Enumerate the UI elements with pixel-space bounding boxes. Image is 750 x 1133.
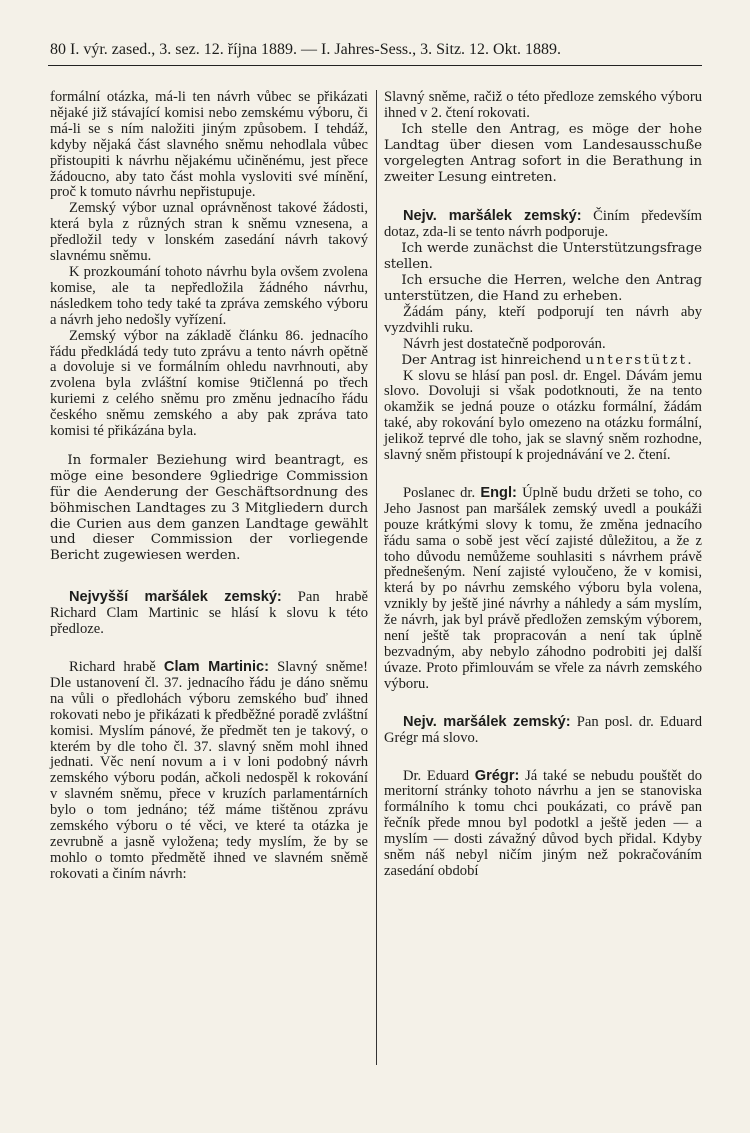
speaker-name: Grégr: bbox=[474, 767, 520, 784]
speaker-name: Nejv. maršálek zemský: bbox=[402, 208, 582, 225]
speech-paragraph bbox=[50, 660, 368, 883]
german-paragraph: Ich ersuche die Herren, welche den Antrag unterstützen, die Hand zu erheben. bbox=[384, 273, 702, 304]
speech-paragraph bbox=[384, 486, 702, 693]
paragraph: K slovu se hlásí pan posl. dr. Engel. Dávám jemu slovo. Dovoluji si však podotknouti, že na tento okamžik se jedná pouze o otázku formální, žádám také, aby rokování bylo omezeno na otázku formální, jelikož teprvé dle toho, jak se slavný sněm rozhodne, slavný sněm přistoupí k projednávání ve 2. čtení. bbox=[384, 367, 702, 464]
speaker-title: Richard hrabě bbox=[68, 659, 156, 675]
speaker-title: Poslanec dr. bbox=[402, 484, 476, 501]
speech-paragraph bbox=[384, 715, 702, 747]
speech-text: Pan hrabě Richard Clam Martinic se hlásí k slovu k této předloze. bbox=[50, 589, 368, 638]
speaker-name: Clam Martinic: bbox=[163, 659, 269, 675]
paragraph: Návrh jest dostatečně podporován. bbox=[402, 335, 606, 352]
speech-text: Slavný sněme! Dle ustanovení čl. 37. jednacího řádu je dáno sněmu na vůli o předlohách výboru zemského buď ihned rokovati nebo je přikázati k předběžné poradě zvláštní komisi. Myslím pánové, že předmět ten je takový, o kterém by dle toho čl. 37. slavný sněm mohl ihned jednati. Věc není novum a i v loni podobný návrh zemského výboru podán, ačkoli nedospěl k rokování v slavném sněmu, přece v kruzích parlamentárních bylo o tom jednáno; též máme tištěnou zprávu zemského výboru o té věci, ve které ta otázka je zevrubně a jasně vyložena; tedy myslím, že by se mohlo o tomto předmětě ihned ve slavném sněmě rokovati a činím návrh: bbox=[50, 659, 368, 882]
german-paragraph bbox=[384, 353, 702, 369]
speech-text: Úplně budu držeti se toho, co Jeho Jasnost pan maršálek zemský uvedl a poukáži pouze krátkými slovy k tomu, že změna jednacího řádu sama o sobě jest věcí zajisté důležitou, a že z toho důvodu nemůžeme souhlasiti s návrhem právě přednešeným. Není zajisté vyloučeno, že v komisi, která by po návrhu zemského výboru byla volena, vznikly by ještě jiné návrhy a náhledy a sám myslím, že návrh, jak byl právě předložen zemským výborem, není ještě tak propracován a není tak úplně bezvadným, aby nebylo záhodno podrobiti jej další úvaze. Proto přimlouvám se vřele za návrh zemského výboru. bbox=[384, 484, 703, 692]
left-column bbox=[50, 90, 368, 883]
spaced-text: unterstützt. bbox=[585, 352, 695, 368]
paragraph: Zemský výbor na základě článku 86. jednacího řádu předkládá tedy tuto zprávu a tento návrh opětně a dovoluje si ve formálním ohledu navrhnouti, aby zvolena byla zvláštní komise 9tičlenná po třech kuriemi z celého sněmu pro změnu jednacího řádu českého sněmu zemského a aby pak zpráva tato komisi té přikázána byla. bbox=[50, 327, 368, 440]
german-text: Der Antrag ist hinreichend bbox=[401, 352, 582, 368]
speaker-name: Nejvyšší maršálek zemský: bbox=[68, 589, 282, 606]
speech-text: Činím především dotaz, zda-li se tento návrh podporuje. bbox=[384, 208, 702, 241]
speaker-name: Engl: bbox=[480, 484, 517, 501]
paragraph: K prozkoumání tohoto návrhu byla ovšem zvolena komise, ale ta nepředložila žádného návrhu, následkem toho tedy také ta zpráva zemského výboru a návrh jeho nedošly vyřízení. bbox=[50, 263, 368, 328]
right-column bbox=[384, 90, 702, 880]
paragraph: formální otázka, má-li ten návrh vůbec se přikázati nějaké již stávající komisi nebo zemskému výboru, či má-li se s ním naložiti jiným způsobem. I tehdáž, kdyby nějaká část slavného sněmu nehodlala vůbec přistoupiti k návrhu nějakému učiněnému, jest přece žádoucno, aby tato část mohla vysloviti své mínění, proč k tomuto návrhu nepřistupuje. bbox=[50, 89, 368, 201]
paragraph: Zemský výbor uznal oprávněnost takové žádosti, která byla z různých stran k sněmu vznesena, a předložil tedy v lonském zasedání návrh takový slavnému sněmu. bbox=[50, 200, 368, 265]
speech-paragraph bbox=[384, 209, 702, 241]
speaker-name: Nejv. maršálek zemský: bbox=[402, 713, 571, 730]
paragraph: Žádám pány, kteří podporují ten návrh aby vyzdvihli ruku. bbox=[384, 303, 702, 336]
german-paragraph: In formaler Beziehung wird beantragt, es möge eine besondere 9gliedrige Commission für die Aenderung der Geschäftsordnung des böhmischen Landtages zu 3 Mitgliedern durch die Curien aus dem ganzen Landtage gewählt und dieser Commission der vorliegende Bericht zugewiesen werden. bbox=[50, 452, 368, 564]
speech-paragraph bbox=[50, 590, 368, 638]
german-paragraph: Ich werde zunächst die Unterstützungsfrage stellen. bbox=[384, 241, 702, 273]
header-rule bbox=[48, 65, 702, 66]
running-header: 80 I. výr. zased., 3. sez. 12. října 1889. — I. Jahres-Sess., 3. Sitz. 12. Okt. 1889. bbox=[50, 41, 562, 58]
column-divider bbox=[376, 90, 377, 1065]
speech-text: Já také se nebudu pouštět do meritorní stránky tohoto návrhu a jen se stanoviska formálního k tomu chci poukázati, co právě pan řečník přede mnou byl podotkl a ještě jeden — a myslím — dosti závažný důvod bych přidal. Kdyby sněm náš nebyl ničím jiným než pokračováním zasedání období bbox=[384, 767, 702, 879]
german-paragraph: Ich stelle den Antrag, es möge der hohe Landtag über diesen vom Landesausschuße vorgelegten Antrag sofort in die Berathung in zweiter Lesung eintreten. bbox=[384, 121, 702, 185]
speech-paragraph bbox=[384, 769, 702, 880]
speaker-title: Dr. Eduard bbox=[402, 767, 470, 784]
paragraph: Slavný sněme, račiž o této předloze zemského výboru ihned v 2. čtení rokovati. bbox=[384, 89, 702, 121]
speech-text: Pan posl. dr. Eduard Grégr má slovo. bbox=[384, 713, 702, 746]
